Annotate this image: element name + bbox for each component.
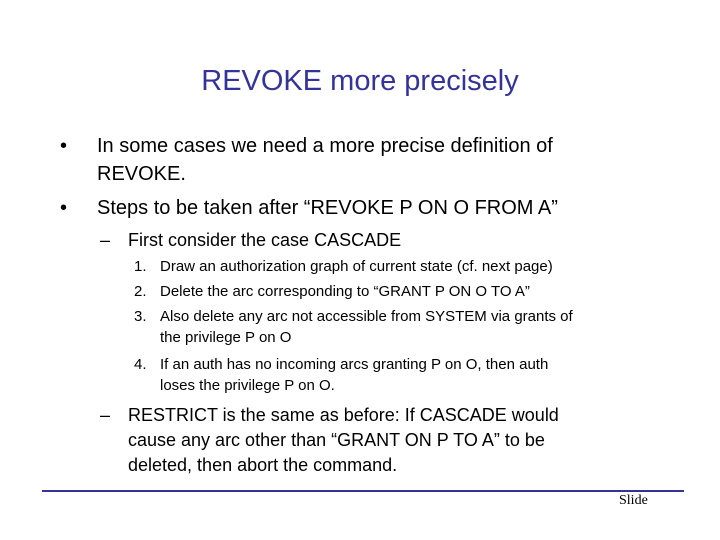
step-2-number: 2. — [134, 283, 147, 300]
dash-marker: – — [100, 405, 111, 425]
sub-item-2-line-2: cause any arc other than “GRANT ON P TO A” to be — [128, 430, 545, 450]
step-3-line-2: the privilege P on O — [160, 329, 292, 346]
step-4-number: 4. — [134, 356, 147, 373]
footer-slide-label: Slide — [619, 493, 648, 508]
sub-item-2-line-3: deleted, then abort the command. — [128, 455, 398, 475]
bullet-1-line-2: REVOKE. — [97, 163, 186, 185]
step-4-line-1: If an auth has no incoming arcs granting P on O, then auth — [160, 356, 549, 373]
dash-marker: – — [100, 230, 111, 250]
step-1-line-1: Draw an authorization graph of current state (cf. next page) — [160, 258, 553, 275]
sub-item-2-line-1: RESTRICT is the same as before: If CASCADE would — [128, 405, 559, 425]
sub-item-1: First consider the case CASCADE — [128, 230, 402, 250]
bullet-2-line-1: Steps to be taken after “REVOKE P ON O FROM A” — [97, 197, 558, 219]
step-4-line-2: loses the privilege P on O. — [160, 377, 335, 394]
bullet-marker: • — [60, 197, 68, 219]
bullet-1-line-1: In some cases we need a more precise definition of — [97, 135, 553, 157]
step-3-line-1: Also delete any arc not accessible from SYSTEM via grants of — [160, 308, 573, 325]
bullet-marker: • — [60, 135, 68, 157]
slide-title: REVOKE more precisely — [201, 65, 519, 97]
step-3-number: 3. — [134, 308, 147, 325]
footer-divider — [42, 490, 684, 492]
step-2-line-1: Delete the arc corresponding to “GRANT P ON O TO A” — [160, 283, 530, 300]
step-1-number: 1. — [134, 258, 147, 275]
